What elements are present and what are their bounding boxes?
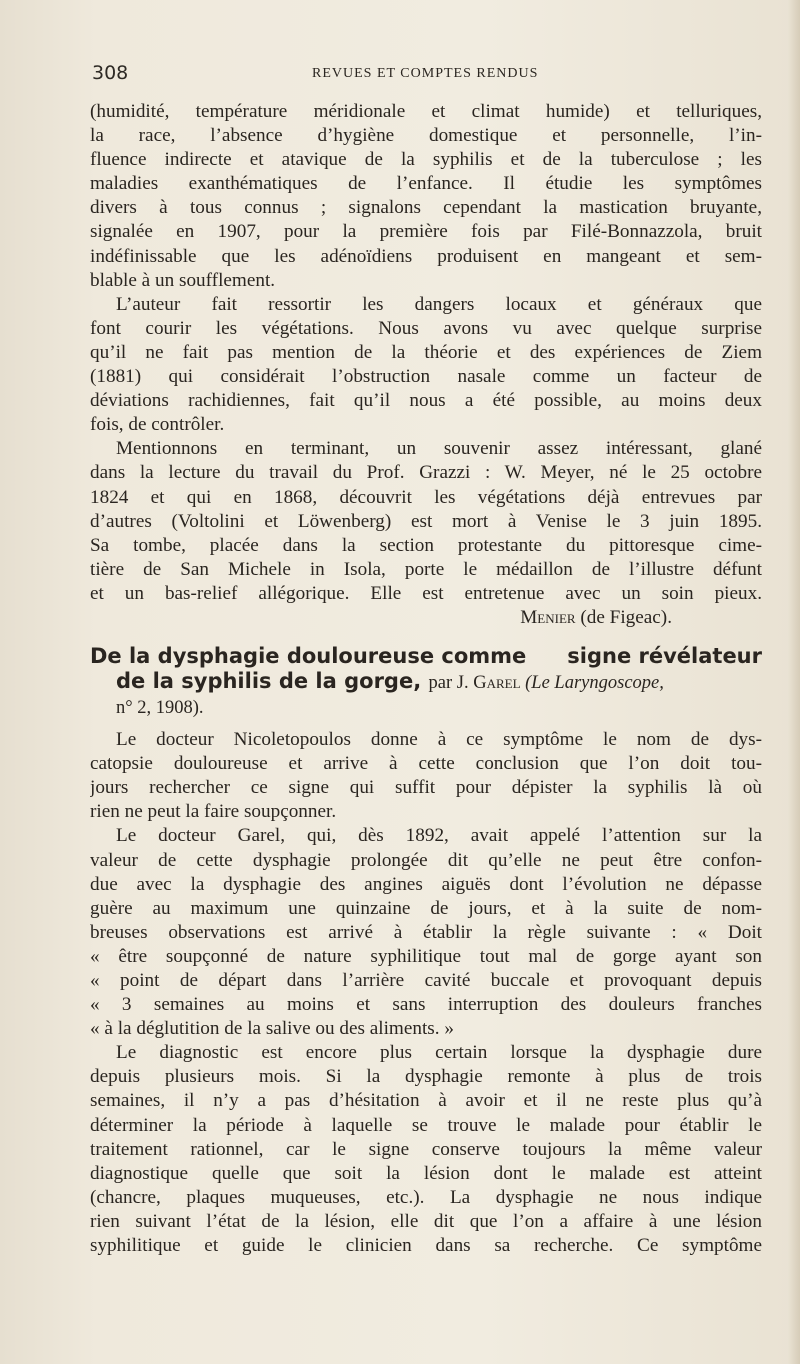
citation	[429, 673, 664, 693]
text-line: qu’il ne fait pas mention de la théorie et des expériences de Ziem	[90, 341, 762, 363]
text-line: indéfinissable que les adénoïdiens produisent en mangeant et sem-	[90, 245, 762, 267]
text-line: 1824 et qui en 1868, découvrit les végétations déjà entrevues par	[90, 486, 762, 508]
signature-name: Menier	[520, 606, 576, 628]
title-part: de la syphilis de la gorge,	[116, 669, 422, 694]
spacer	[90, 720, 762, 728]
text-line: (chancre, plaques muqueuses, etc.). La dysphagie ne nous indique	[90, 1186, 762, 1208]
text-line: dans la lecture du travail du Prof. Grazzi : W. Meyer, né le 25 octobre	[90, 462, 762, 484]
text-line: Le docteur Garel, qui, dès 1892, avait appelé l’attention sur la	[116, 825, 762, 847]
title-part: signe révélateur	[567, 644, 762, 669]
text-line: (humidité, température méridionale et climat humide) et telluriques,	[90, 101, 762, 122]
text-line: rien ne peut la faire soupçonner.	[90, 801, 337, 823]
text-line: diagnostique quelle que soit la lésion dont le malade est atteint	[90, 1162, 762, 1184]
text-line: depuis plusieurs mois. Si la dysphagie remonte à plus de trois	[90, 1066, 762, 1088]
text-line: syphilitique et guide le clinicien dans sa recherche. Ce symptôme	[90, 1235, 762, 1257]
text-line: fluence indirecte et atavique de la syphilis et de la tuberculose ; les	[90, 149, 762, 171]
text-line: due avec la dysphagie des angines aiguës dont l’évolution ne dépasse	[90, 873, 762, 895]
text-line: L’auteur fait ressortir les dangers locaux et généraux que	[116, 293, 762, 315]
article-title-line-1	[90, 644, 762, 669]
text-line: « point de départ dans l’arrière cavité buccale et provoquant depuis	[90, 970, 762, 991]
page-number: 308	[92, 62, 129, 84]
text-line: et un bas-relief allégorique. Elle est entretenue avec un soin pieux.	[90, 582, 762, 604]
text-line: catopsie douloureuse et arrive à cette conclusion que l’on doit tou-	[90, 753, 762, 775]
text-line: breuses observations est arrivé à établir la règle suivante : « Doit	[90, 921, 762, 943]
running-title: REVUES ET COMPTES RENDUS	[312, 66, 539, 81]
text-line: d’autres (Voltolini et Löwenberg) est mort à Venise le 3 juin 1895.	[90, 510, 762, 532]
review-signature	[90, 606, 762, 630]
text-line: fois, de contrôler.	[90, 414, 225, 436]
citation-prefix: par J.	[428, 673, 469, 694]
citation-author: Garel	[473, 673, 521, 694]
text-line: Le docteur Nicoletopoulos donne à ce symptôme le nom de dys-	[116, 729, 762, 751]
text-line: divers à tous connus ; signalons cependant la mastication bruyante,	[90, 197, 762, 219]
article-title-line-2	[90, 669, 762, 696]
text-line: « être soupçonné de nature syphilitique tout mal de gorge ayant son	[90, 945, 762, 967]
text-line: valeur de cette dysphagie prolongée dit qu’elle ne peut être confon-	[90, 849, 762, 871]
text-line: Mentionnons en terminant, un souvenir assez intéressant, glané	[116, 438, 762, 460]
text-line: semaines, il n’y a pas d’hésitation à avoir et il ne reste plus qu’à	[90, 1090, 762, 1112]
text-line: signalée en 1907, pour la première fois par Filé-Bonnazzola, bruit	[90, 221, 762, 243]
text-line: déviations rachidiennes, fait qu’il nous a été possible, au moins deux	[90, 390, 762, 412]
text-line: Sa tombe, placée dans la section protestante du pittoresque cime-	[90, 534, 762, 556]
page-header	[92, 62, 762, 86]
text-line: blable à un soufflement.	[90, 269, 276, 291]
page-body	[90, 100, 762, 1258]
page-edge-shadow	[788, 0, 800, 1364]
text-line: tière de San Michele in Isola, porte le médaillon de l’illustre défunt	[90, 558, 762, 580]
text-line: « à la déglutition de la salive ou des aliments. »	[90, 1018, 454, 1040]
citation-number: n° 2, 1908).	[116, 698, 204, 719]
text-line: jours rechercher ce signe qui suffit pour dépister la syphilis là où	[90, 777, 762, 799]
article-title	[90, 644, 762, 720]
text-line: guère au maximum une quinzaine de jours, et à la suite de nom-	[90, 897, 762, 919]
review-1	[90, 100, 762, 630]
signature-place: (de Figeac).	[580, 606, 672, 628]
text-line: traitement rationnel, car le signe conserve toujours la même valeur	[90, 1138, 762, 1160]
text-line: « 3 semaines au moins et sans interruption des douleurs franches	[90, 994, 762, 1016]
review-2	[90, 728, 762, 1258]
text-line: rien suivant l’état de la lésion, elle dit que l’on a affaire à une lésion	[90, 1210, 762, 1232]
text-line: la race, l’absence d’hygiène domestique et personnelle, l’in-	[90, 125, 762, 147]
title-part: De la dysphagie douloureuse comme	[90, 644, 527, 669]
citation-journal: (Le Laryngoscope,	[525, 673, 664, 694]
text-line: font courir les végétations. Nous avons vu avec quelque surprise	[90, 317, 762, 339]
text-line: maladies exanthématiques de l’enfance. Il étudie les symptômes	[90, 173, 762, 195]
text-line: déterminer la période à laquelle se trouve le malade pour établir le	[90, 1114, 762, 1136]
text-line: (1881) qui considérait l’obstruction nasale comme un facteur de	[90, 366, 762, 388]
text-line: Le diagnostic est encore plus certain lorsque la dysphagie dure	[116, 1042, 762, 1064]
